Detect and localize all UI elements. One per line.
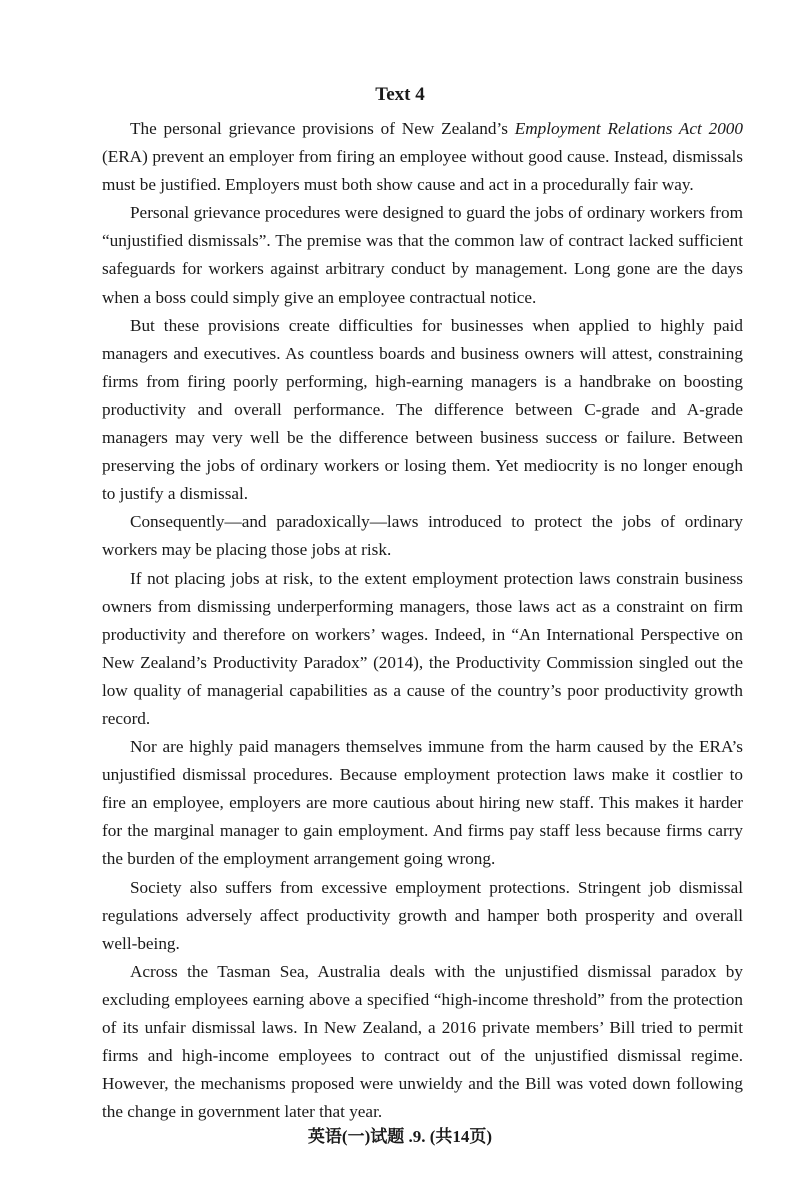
paragraph: Across the Tasman Sea, Australia deals with the unjustified dismissal paradox by excluding employees earning above a specified “high-income threshold” from the protection of its unfair dismissal laws. In New Zealand, a 2016 private members’ Bill tried to permit firms and high-income employees to contract out of the unjustified dismissal regime. However, the mechanisms proposed were unwieldy and the Bill was voted down following the change in government later that year.	[102, 961, 743, 1122]
paragraph	[102, 115, 743, 199]
article-body	[102, 115, 743, 1126]
section-title: Text 4	[375, 84, 425, 105]
paragraph: If not placing jobs at risk, to the extent employment protection laws constrain business owners from dismissing underperforming managers, those laws act as a constraint on firm productivity and therefore on workers’ wages. Indeed, in “An International Perspective on New Zealand’s Productivity Paradox” (2014), the Productivity Commission singled out the low quality of managerial capabilities as a cause of the country’s poor productivity growth record.	[102, 568, 743, 728]
paragraph: Personal grievance procedures were designed to guard the jobs of ordinary workers from “unjustified dismissals”. The premise was that the common law of contract lacked sufficient safeguards for workers against arbitrary conduct by management. Long gone are the days when a boss could simply give an employee contractual notice.	[102, 203, 743, 307]
paragraph: Society also suffers from excessive employment protections. Stringent job dismissal regulations adversely affect productivity growth and hamper both prosperity and overall well-being.	[102, 877, 743, 953]
page-footer: 英语(一)试题 .9. (共14页)	[307, 1127, 493, 1146]
act-title: Employment Relations Act 2000	[514, 119, 743, 138]
paragraph-text: (ERA) prevent an employer from firing an employee without good cause. Instead, dismissals must be justified. Employers must both show cause and act in a procedurally fair way.	[102, 147, 743, 195]
paragraph: But these provisions create difficulties for businesses when applied to highly paid managers and executives. As countless boards and business owners will attest, constraining firms from firing poorly performing, high-earning managers is a handbrake on boosting productivity and overall performance. The difference between C-grade and A-grade managers may very well be the difference between business success or failure. Between preserving the jobs of ordinary workers or losing them. Yet mediocrity is no longer enough to justify a dismissal.	[102, 315, 743, 504]
paragraph-text: The personal grievance provisions of New Zealand’s	[130, 119, 515, 138]
paragraph: Consequently—and paradoxically—laws introduced to protect the jobs of ordinary workers may be placing those jobs at risk.	[102, 512, 743, 560]
paragraph: Nor are highly paid managers themselves immune from the harm caused by the ERA’s unjustified dismissal procedures. Because employment protection laws make it costlier to fire an employee, employers are more cautious about hiring new staff. This makes it harder for the marginal manager to gain employment. And firms pay staff less because firms carry the burden of the employment arrangement going wrong.	[102, 737, 743, 869]
